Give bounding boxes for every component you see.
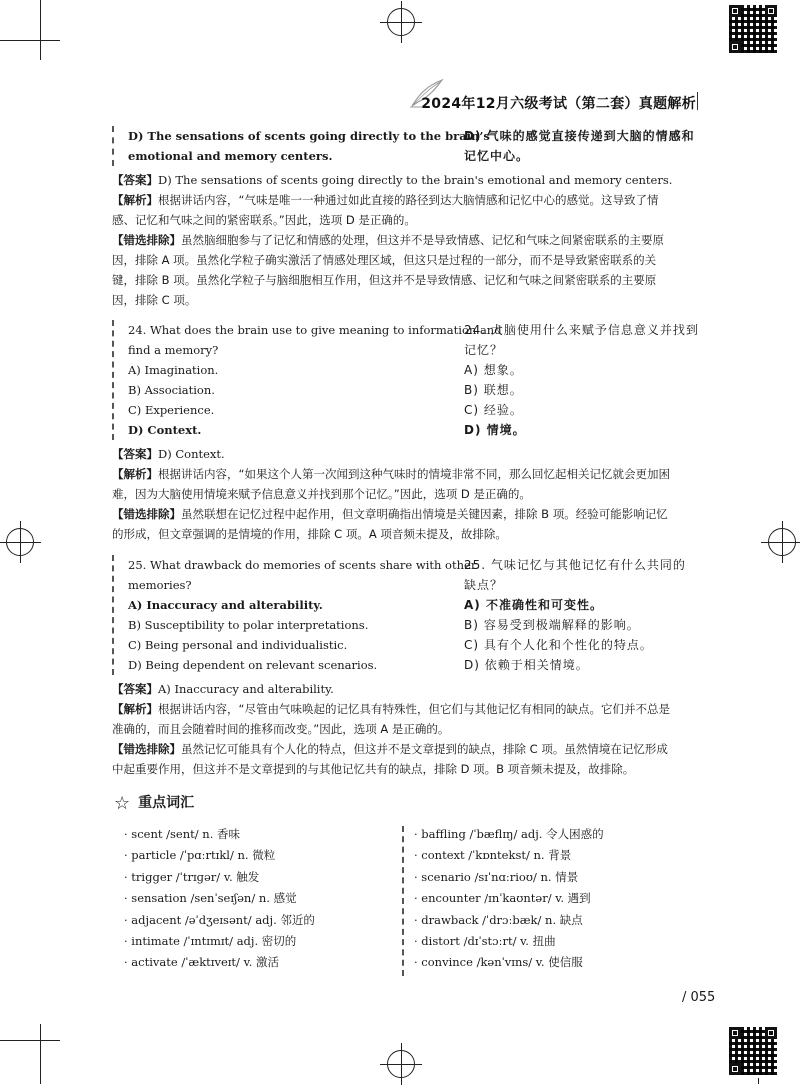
q24-option-b-en: B) Association. <box>128 383 215 397</box>
q23-explanation <box>112 170 707 310</box>
crop-mark <box>40 1024 41 1084</box>
q23-option-d-en-line: emotional and memory centers. <box>128 149 333 163</box>
vocab-item: · drawback /ˈdrɔːbæk/ n. 缺点 <box>414 912 583 927</box>
vocab-item: · convince /kənˈvɪns/ v. 使信服 <box>414 955 583 970</box>
q24-option-b-cn: B) 联想。 <box>464 383 523 397</box>
q25-option-d-en: D) Being dependent on relevant scenarios. <box>128 658 378 672</box>
vocab-item: · distort /dɪˈstɔːrt/ v. 扭曲 <box>414 933 556 948</box>
analysis-tag: 【解析】 <box>112 702 158 716</box>
q25-stem-cn: 25. 气味记忆与其他记忆有什么共同的 <box>464 558 686 572</box>
q24-option-c-en: C) Experience. <box>128 403 215 417</box>
crop-mark <box>40 0 41 60</box>
q25-option-b-cn: B) 容易受到极端解释的影响。 <box>464 618 640 632</box>
vocab-item: · sensation /senˈseɪʃən/ n. 感觉 <box>124 891 297 906</box>
q24-option-d-cn: D) 情境。 <box>464 423 526 437</box>
analysis-line: 准确的，而且会随着时间的推移而改变。”因此，选项 A 是正确的。 <box>112 722 450 736</box>
analysis-tag: 【解析】 <box>112 467 158 481</box>
answer-tag: 【答案】 <box>112 682 158 696</box>
q25-stem-cn: 缺点？ <box>464 578 504 592</box>
exclude-tag: 【错选排除】 <box>112 233 181 247</box>
exclude-tag: 【错选排除】 <box>112 742 181 756</box>
q24-box <box>112 320 702 440</box>
q23-option-d-cn-line: 记忆中心。 <box>464 149 530 163</box>
q24-stem-cn: 24. 大脑使用什么来赋予信息意义并找到 <box>464 323 699 337</box>
q25-option-b-en: B) Susceptibility to polar interpretations. <box>128 618 369 632</box>
registration-mark <box>387 8 415 36</box>
q23-option-d-cn-line: D) 气味的感觉直接传递到大脑的情感和 <box>464 129 695 143</box>
page-header-title: 2024年12月六级考试（第二套）真题解析 <box>421 96 696 112</box>
answer-text: D) Context. <box>158 447 225 461</box>
q24-option-c-cn: C) 经验。 <box>464 403 523 417</box>
vocab-dashed-divider <box>402 826 404 976</box>
q24-stem-cn: 记忆？ <box>464 343 504 357</box>
registration-mark <box>387 1050 415 1078</box>
exclude-tag: 【错选排除】 <box>112 507 181 521</box>
star-outline-icon: ☆ <box>114 793 131 814</box>
answer-tag: 【答案】 <box>112 447 158 461</box>
q25-stem-en: memories? <box>128 578 192 592</box>
exclude-line: 的形成，但文章强调的是情境的作用，排除 C 项。A 项音频未提及，故排除。 <box>112 527 507 541</box>
vocab-item: · activate /ˈæktɪveɪt/ v. 激活 <box>124 955 280 970</box>
exclude-line: 因，排除 C 项。 <box>112 293 197 307</box>
analysis-line: 根据讲话内容，“尽管由气味唤起的记忆具有特殊性，但它们与其他记忆有相同的缺点。它们并不总是 <box>158 702 670 716</box>
vocab-item: · adjacent /əˈdʒeɪsənt/ adj. 邻近的 <box>124 912 315 927</box>
q24-stem-en: find a memory? <box>128 343 219 357</box>
q24-stem-en: 24. What does the brain use to give meaning to information and <box>128 323 502 337</box>
vocab-item: · particle /ˈpɑːrtɪkl/ n. 微粒 <box>124 848 276 863</box>
analysis-tag: 【解析】 <box>112 193 158 207</box>
crop-mark <box>0 40 60 41</box>
analysis-line: 难，因为大脑使用情境来赋予信息意义并找到那个记忆。”因此，选项 D 是正确的。 <box>112 487 531 501</box>
exclude-line: 虽然脑细胞参与了记忆和情感的处理，但这并不是导致情感、记忆和气味之间紧密联系的主要原 <box>181 233 664 247</box>
vocab-item: · intimate /ˈɪntɪmɪt/ adj. 密切的 <box>124 933 297 948</box>
qr-code-top <box>726 2 780 56</box>
q24-option-a-en: A) Imagination. <box>128 363 219 377</box>
exclude-line: 虽然联想在记忆过程中起作用，但文章明确指出情境是关键因素，排除 B 项。经验可能影响记忆 <box>181 507 668 521</box>
analysis-line: 根据讲话内容，“气味是唯一一种通过如此直接的路径到达大脑情感和记忆中心的感觉。这导致了情 <box>158 193 659 207</box>
answer-text: D) The sensations of scents going directly to the brain's emotional and memory centers. <box>158 173 673 187</box>
exclude-line: 键，排除 B 项。虽然化学粒子与脑细胞相互作用，但这并不是导致情感、记忆和气味之间紧密联系的主要原 <box>112 273 657 287</box>
q25-option-c-en: C) Being personal and individualistic. <box>128 638 348 652</box>
dashed-divider <box>112 126 114 166</box>
answer-tag: 【答案】 <box>112 173 158 187</box>
vocab-column-left <box>124 826 394 976</box>
vocab-section-title <box>114 792 194 814</box>
vocab-title-text: 重点词汇 <box>138 795 195 811</box>
exclude-line: 虽然记忆可能具有个人化的特点，但这并不是文章提到的缺点，排除 C 项。虽然情境在记忆形成 <box>181 742 668 756</box>
dashed-divider <box>112 555 114 675</box>
q25-option-a-en: A) Inaccuracy and alterability. <box>128 598 323 612</box>
registration-mark <box>6 528 34 556</box>
vocab-item: · context /ˈkɒntekst/ n. 背景 <box>414 848 572 863</box>
vocab-column-right <box>414 826 684 976</box>
q25-box <box>112 555 702 675</box>
answer-text: A) Inaccuracy and alterability. <box>158 682 334 696</box>
analysis-line: 感、记忆和气味之间的紧密联系。”因此，选项 D 是正确的。 <box>112 213 416 227</box>
q25-option-a-cn: A) 不准确性和可变性。 <box>464 598 603 612</box>
exclude-line: 因，排除 A 项。虽然化学粒子确实激活了情感处理区域，但这只是过程的一部分，而不是导致紧密联系的关 <box>112 253 657 267</box>
q23-option-d-box <box>112 126 702 166</box>
vocab-item: · baffling /ˈbæflɪŋ/ adj. 令人困惑的 <box>414 827 604 841</box>
q24-option-d-en: D) Context. <box>128 423 202 437</box>
q25-option-d-cn: D) 依赖于相关情境。 <box>464 658 589 672</box>
header-divider <box>697 92 698 110</box>
q24-option-a-cn: A) 想象。 <box>464 363 523 377</box>
exclude-line: 中起重要作用，但这并不是文章提到的与其他记忆共有的缺点，排除 D 项。B 项音频未提及，故排除。 <box>112 762 635 776</box>
page-number: / 055 <box>682 990 716 1005</box>
q23-option-d-en-line: D) The sensations of scents going directly to the brain’s <box>128 129 490 143</box>
registration-mark <box>768 528 796 556</box>
vocab-item: · scent /sent/ n. 香味 <box>124 827 240 841</box>
q24-explanation <box>112 444 707 544</box>
q25-option-c-cn: C) 具有个人化和个性化的特点。 <box>464 638 653 652</box>
dashed-divider <box>112 320 114 440</box>
q25-stem-en: 25. What drawback do memories of scents share with other <box>128 558 477 572</box>
crop-mark <box>0 1040 60 1041</box>
q25-explanation <box>112 679 707 779</box>
vocab-item: · encounter /ɪnˈkaʊntər/ v. 遇到 <box>414 891 591 906</box>
vocab-item: · scenario /sɪˈnɑːrioʊ/ n. 情景 <box>414 869 579 884</box>
analysis-line: 根据讲话内容，“如果这个人第一次闻到这种气味时的情境非常不同，那么回忆起相关记忆就会更加困 <box>158 467 670 481</box>
qr-code-bottom <box>726 1024 780 1078</box>
vocab-item: · trigger /ˈtrɪɡər/ v. 触发 <box>124 869 260 884</box>
